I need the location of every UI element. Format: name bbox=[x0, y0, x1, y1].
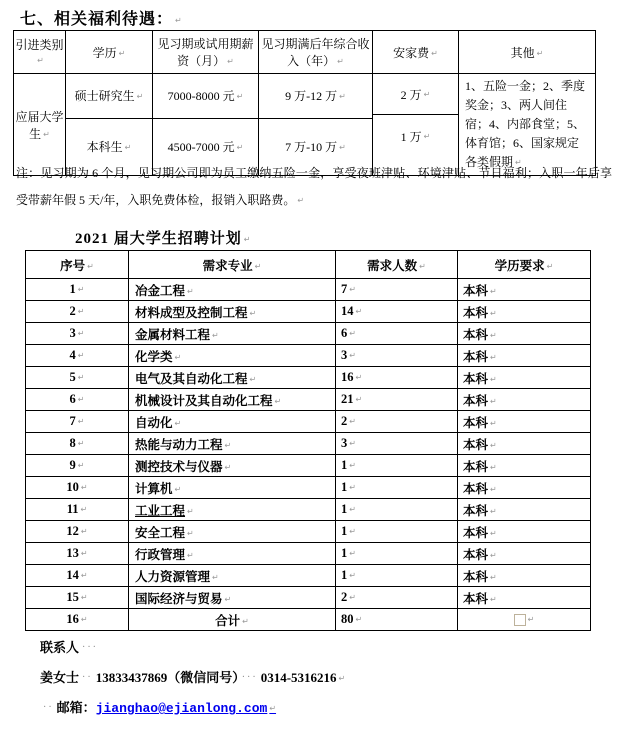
education-cell: 本科 ↵ bbox=[458, 367, 591, 389]
header-other: 其他 ↵ bbox=[459, 31, 596, 74]
serial-cell: 3 ↵ bbox=[26, 323, 129, 345]
degree-cell: 本科生 ↵ bbox=[66, 118, 153, 175]
count-cell: 6 ↵ bbox=[336, 323, 458, 345]
count-cell: 16 ↵ bbox=[336, 367, 458, 389]
header-category: 引进类别 ↵ bbox=[14, 31, 66, 74]
annual-income-cell: 7 万-10 万 ↵ bbox=[259, 118, 373, 175]
major-cell: 计算机 ↵ bbox=[129, 477, 336, 499]
serial-cell: 2 ↵ bbox=[26, 301, 129, 323]
table-row bbox=[26, 323, 591, 345]
table-row bbox=[26, 543, 591, 565]
header-major: 需求专业 ↵ bbox=[129, 251, 336, 279]
note-paragraph: 注：见习期为 6 个月，见习期公司即为员工缴纳五险一金，享受夜班津贴、环境津贴、节日福利；入职一年后享受带薪年假 5 天/年，入职免费体检，报销入职路费。 ↵ bbox=[16, 160, 612, 214]
table-row bbox=[26, 389, 591, 411]
count-cell: 1 ↵ bbox=[336, 455, 458, 477]
education-cell bbox=[458, 609, 591, 631]
major-cell: 安全工程 ↵ bbox=[129, 521, 336, 543]
header-annual-income: 见习期满后年综合收入（年） ↵ bbox=[259, 31, 373, 74]
table-row bbox=[26, 609, 591, 631]
count-cell: 3 ↵ bbox=[336, 345, 458, 367]
education-cell: 本科 ↵ bbox=[458, 477, 591, 499]
count-cell: 14 ↵ bbox=[336, 301, 458, 323]
serial-cell: 11 ↵ bbox=[26, 499, 129, 521]
header-probation-salary: 见习期或试用期薪资（月） ↵ bbox=[153, 31, 259, 74]
benefits-table bbox=[13, 30, 596, 176]
header-degree: 学历 ↵ bbox=[66, 31, 153, 74]
page-title: 七、相关福利待遇： ↵ bbox=[20, 6, 183, 29]
salary-cell: 7000-8000 元 ↵ bbox=[153, 74, 259, 119]
major-cell bbox=[129, 499, 336, 521]
header-serial: 序号 ↵ bbox=[26, 251, 129, 279]
serial-cell: 15 ↵ bbox=[26, 587, 129, 609]
category-cell: 应届大学生 ↵ bbox=[14, 74, 66, 176]
serial-cell: 10 ↵ bbox=[26, 477, 129, 499]
education-cell: 本科 ↵ bbox=[458, 411, 591, 433]
plan-table-title: 2021 届大学生招聘计划 ↵ bbox=[75, 227, 251, 248]
email-link[interactable]: jianghao@ejianlong.com ↵ bbox=[96, 701, 276, 716]
plan-table bbox=[25, 250, 591, 631]
major-cell: 材料成型及控制工程 ↵ bbox=[129, 301, 336, 323]
serial-cell: 9 ↵ bbox=[26, 455, 129, 477]
header-education: 学历要求 ↵ bbox=[458, 251, 591, 279]
education-cell: 本科 ↵ bbox=[458, 543, 591, 565]
contact-block bbox=[40, 633, 345, 723]
major-cell: 合计 ↵ bbox=[129, 609, 336, 631]
education-cell: 本科 ↵ bbox=[458, 433, 591, 455]
education-cell: 本科 ↵ bbox=[458, 389, 591, 411]
major-cell: 行政管理 ↵ bbox=[129, 543, 336, 565]
education-cell: 本科 ↵ bbox=[458, 499, 591, 521]
count-cell: 1 ↵ bbox=[336, 565, 458, 587]
education-cell: 本科 ↵ bbox=[458, 565, 591, 587]
major-cell: 冶金工程 ↵ bbox=[129, 279, 336, 301]
count-cell: 1 ↵ bbox=[336, 521, 458, 543]
major-cell: 人力资源管理 ↵ bbox=[129, 565, 336, 587]
serial-cell: 6 ↵ bbox=[26, 389, 129, 411]
contact-email-line bbox=[40, 693, 345, 723]
education-cell: 本科 ↵ bbox=[458, 323, 591, 345]
serial-cell: 5 ↵ bbox=[26, 367, 129, 389]
serial-cell: 16 ↵ bbox=[26, 609, 129, 631]
serial-cell: 7 ↵ bbox=[26, 411, 129, 433]
header-count: 需求人数 ↵ bbox=[336, 251, 458, 279]
table-row bbox=[14, 74, 596, 119]
space-marks: ·· bbox=[43, 702, 54, 713]
salary-cell: 4500-7000 元 ↵ bbox=[153, 118, 259, 175]
table-row bbox=[26, 521, 591, 543]
count-cell: 1 ↵ bbox=[336, 543, 458, 565]
major-cell: 金属材料工程 ↵ bbox=[129, 323, 336, 345]
education-cell: 本科 ↵ bbox=[458, 521, 591, 543]
education-cell: 本科 ↵ bbox=[458, 587, 591, 609]
table-row bbox=[26, 565, 591, 587]
plan-header-row bbox=[26, 251, 591, 279]
table-row bbox=[26, 279, 591, 301]
major-cell: 测控技术与仪器 ↵ bbox=[129, 455, 336, 477]
contact-label: 联系人 bbox=[40, 640, 80, 655]
serial-cell: 1 ↵ bbox=[26, 279, 129, 301]
major-cell: 自动化 ↵ bbox=[129, 411, 336, 433]
count-cell: 2 ↵ bbox=[336, 587, 458, 609]
table-row bbox=[26, 433, 591, 455]
table-row bbox=[26, 455, 591, 477]
table-row bbox=[26, 499, 591, 521]
space-marks: ··· bbox=[82, 642, 99, 653]
education-cell: 本科 ↵ bbox=[458, 279, 591, 301]
major-underlined: 工业工程 bbox=[135, 503, 186, 518]
table-row bbox=[26, 477, 591, 499]
plan-table-body bbox=[26, 251, 591, 631]
count-cell: 3 ↵ bbox=[336, 433, 458, 455]
count-cell: 80 ↵ bbox=[336, 609, 458, 631]
form-field-box bbox=[514, 614, 526, 626]
education-cell: 本科 ↵ bbox=[458, 345, 591, 367]
contact-label-line bbox=[40, 633, 345, 663]
major-cell: 机械设计及其自动化工程 ↵ bbox=[129, 389, 336, 411]
contact-name: 姜女士 bbox=[40, 670, 80, 685]
serial-cell: 14 ↵ bbox=[26, 565, 129, 587]
table-row bbox=[26, 367, 591, 389]
annual-income-cell: 9 万-12 万 ↵ bbox=[259, 74, 373, 119]
count-cell: 2 ↵ bbox=[336, 411, 458, 433]
contact-phone-line bbox=[40, 663, 345, 693]
serial-cell: 12 ↵ bbox=[26, 521, 129, 543]
settlement-fee-bachelor: 1 万 ↵ bbox=[373, 115, 458, 158]
serial-cell: 4 ↵ bbox=[26, 345, 129, 367]
major-cell: 电气及其自动化工程 ↵ bbox=[129, 367, 336, 389]
serial-cell: 13 ↵ bbox=[26, 543, 129, 565]
table-row bbox=[26, 301, 591, 323]
table-row bbox=[26, 345, 591, 367]
count-cell: 7 ↵ bbox=[336, 279, 458, 301]
header-settlement-fee: 安家费 ↵ bbox=[373, 31, 459, 74]
education-cell: 本科 ↵ bbox=[458, 301, 591, 323]
major-cell: 国际经济与贸易 ↵ bbox=[129, 587, 336, 609]
degree-cell: 硕士研究生 ↵ bbox=[66, 74, 153, 119]
major-cell: 热能与动力工程 ↵ bbox=[129, 433, 336, 455]
education-cell: 本科 ↵ bbox=[458, 455, 591, 477]
major-cell: 化学类 ↵ bbox=[129, 345, 336, 367]
table-row bbox=[26, 587, 591, 609]
settlement-fee-master: 2 万 ↵ bbox=[373, 74, 458, 115]
serial-cell: 8 ↵ bbox=[26, 433, 129, 455]
space-marks: ·· bbox=[82, 672, 93, 683]
count-cell: 21 ↵ bbox=[336, 389, 458, 411]
space-marks: ··· bbox=[241, 672, 258, 683]
other-benefits-cell: 1、五险一金；2、季度奖金；3、两人间住宿；4、内部食堂；5、体育馆；6、国家规定各类假期 ↵ bbox=[459, 74, 596, 176]
count-cell: 1 ↵ bbox=[336, 477, 458, 499]
email-label: 邮箱： bbox=[56, 700, 96, 715]
table-row bbox=[26, 411, 591, 433]
count-cell: 1 ↵ bbox=[336, 499, 458, 521]
contact-telephone: 0314-5316216 ↵ bbox=[261, 670, 346, 685]
contact-mobile: 13833437869（微信同号） bbox=[95, 670, 239, 685]
benefits-header-row bbox=[14, 31, 596, 74]
